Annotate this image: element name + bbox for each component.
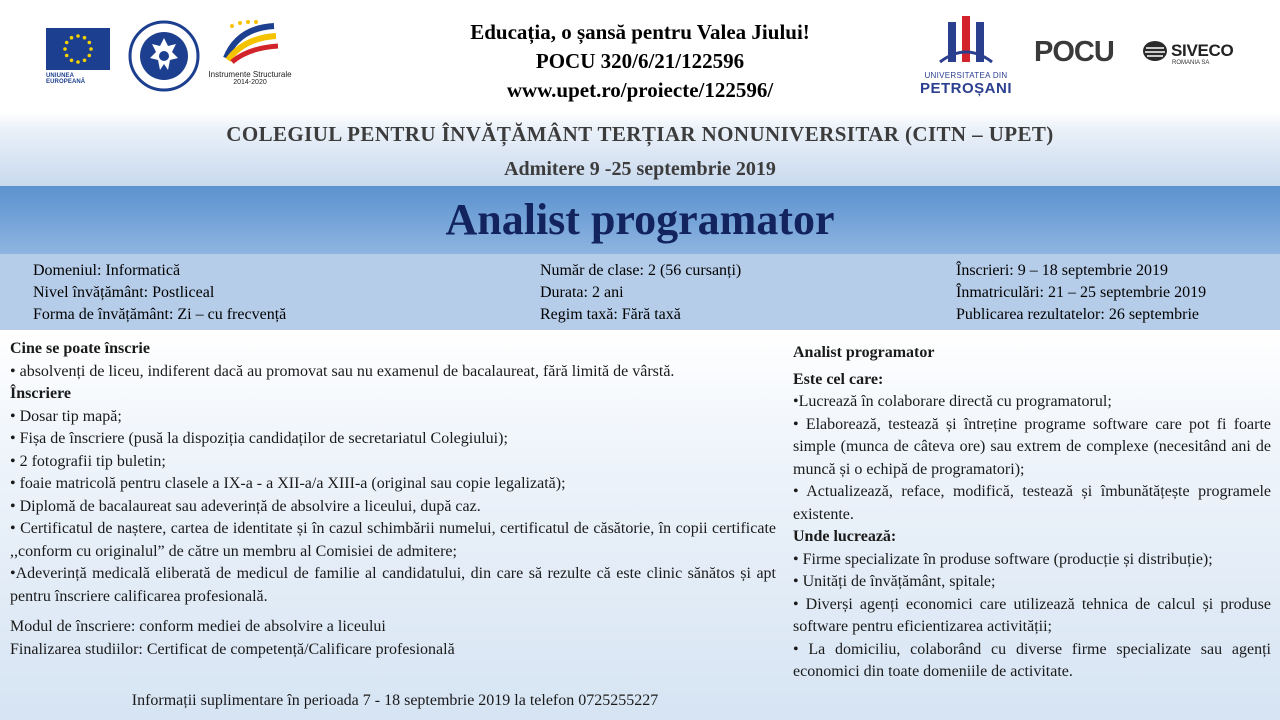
project-header [380, 18, 900, 105]
list-item: • Dosar tip mapă; [10, 407, 122, 425]
project-slogan: Educația, o șansă pentru Valea Jiului! [470, 20, 810, 44]
program-info-band [0, 254, 1280, 330]
structural-instruments-logo [204, 18, 296, 98]
job-subheading: Este cel care: [793, 370, 884, 388]
upet-logo [920, 14, 1012, 100]
who-can-apply-heading: Cine se poate înscrie [10, 340, 150, 357]
list-item: • Fișa de înscriere (pusă la dispoziția candidaților de secretariatul Colegiului); [10, 430, 508, 447]
structural-instruments-icon [218, 18, 282, 64]
info-column-domain [33, 260, 286, 326]
list-item: • Diverși agenți economici care utilizează tehnica de calcul și produse software pentru eficientizarea activității; [793, 595, 1271, 635]
is-caption: Instrumente Structurale [208, 70, 292, 79]
siveco-wordmark: SIVECO [1171, 41, 1234, 60]
registration-mode: Modul de înscriere: conform mediei de absolvire a liceului [10, 618, 386, 635]
list-item: • Diplomă de bacalaureat sau adeverință de absolvire a liceului, după caz. [10, 497, 481, 515]
upet-caption: UNIVERSITATEA DIN [924, 71, 1008, 80]
body-area [0, 330, 1280, 720]
list-item: •Adeverință medicală eliberată de medicul de familie al candidatului, din care să rezulte că este clinic sănătos și apt pentru înscriere calificarea profesională. [10, 565, 776, 605]
eu-flag-logo [46, 28, 114, 84]
info-domain: Domeniul: Informatică [33, 262, 181, 279]
project-url: www.upet.ro/proiecte/122596/ [506, 78, 774, 102]
list-item: • Unități de învățământ, spitale; [793, 573, 996, 590]
siveco-logo [1142, 40, 1242, 76]
list-item: • Firme specializate în produse software (producție și distribuție); [793, 550, 1213, 568]
upet-name: PETROȘANI [920, 80, 1013, 97]
college-band [0, 112, 1280, 186]
admission-dates: Admitere 9 -25 septembrie 2019 [504, 158, 776, 180]
is-years: 2014-2020 [233, 79, 267, 86]
pocu-logo [1034, 36, 1124, 76]
title-band [0, 186, 1280, 254]
info-duration: Durata: 2 ani [540, 284, 624, 301]
siveco-sub: ROMANIA SA [1172, 60, 1210, 66]
study-completion: Finalizarea studiilor: Certificat de competență/Calificare profesională [10, 640, 455, 658]
list-item: • Actualizează, reface, modifică, testează și îmbunătățește programele existente. [793, 483, 1271, 523]
upet-emblem-icon [936, 14, 996, 68]
list-item: • Elaborează, testează și întreține programe software care pot fi foarte simple (munca de câteva ore) sau extrem de complexe (necesitând ani de muncă și o echipă de programatori); [793, 415, 1271, 478]
job-description [793, 342, 1271, 684]
college-title: COLEGIUL PENTRU ÎNVĂȚĂMÂNT TERȚIAR NONUNIVERSITAR (CITN – UPET) [226, 122, 1054, 146]
eu-flag-icon [46, 28, 110, 70]
info-level: Nivel învățământ: Postliceal [33, 284, 215, 301]
siveco-icon [1142, 40, 1168, 62]
workplaces-heading: Unde lucrează: [793, 528, 897, 545]
info-classes: Număr de clase: 2 (56 cursanți) [540, 262, 742, 279]
info-column-dates [956, 260, 1206, 326]
government-seal-icon [128, 20, 200, 92]
pocu-wordmark: POCU [1034, 36, 1114, 68]
info-registration: Înscrieri: 9 – 18 septembrie 2019 [956, 262, 1168, 279]
eu-caption: UNIUNEA EUROPEANĂ [46, 73, 86, 85]
list-item: • La domiciliu, colaborând cu diverse firme specializate sau agenți economici din toate domeniile de activitate. [793, 640, 1271, 680]
list-item: •Lucrează în colaborare directă cu programatorul; [793, 393, 1112, 410]
info-column-classes [540, 260, 741, 326]
info-fee: Regim taxă: Fără taxă [540, 306, 681, 323]
registration-heading: Înscriere [10, 385, 72, 402]
who-can-apply-text: • absolvenți de liceu, indiferent dacă au promovat sau nu examenul de bacalaureat, fără limită de vârstă. [10, 362, 675, 380]
info-results: Publicarea rezultatelor: 26 septembrie [956, 306, 1200, 323]
info-form: Forma de învățământ: Zi – cu frecvență [33, 306, 287, 323]
info-enrollment: Înmatriculări: 21 – 25 septembrie 2019 [956, 284, 1207, 301]
list-item: • Certificatul de naștere, cartea de identitate și în cazul schimbării numelui, certificatul de căsătorie, în copii certificate ,,conform cu originalul” de către un membru al Comisiei de admitere; [10, 520, 776, 560]
list-item: • 2 fotografii tip buletin; [10, 452, 166, 470]
list-item: • foaie matricolă pentru clasele a IX-a - a XII-a/a XIII-a (original sau copie legalizată); [10, 475, 566, 492]
program-title: Analist programator [445, 195, 835, 244]
project-code: POCU 320/6/21/122596 [535, 49, 745, 73]
contact-info: Informații suplimentare în perioada 7 - 18 septembrie 2019 la telefon 0725255227 [131, 692, 659, 709]
job-heading: Analist programator [793, 344, 935, 361]
government-seal-logo [128, 20, 200, 92]
top-header [0, 0, 1280, 112]
admission-requirements [10, 338, 776, 661]
